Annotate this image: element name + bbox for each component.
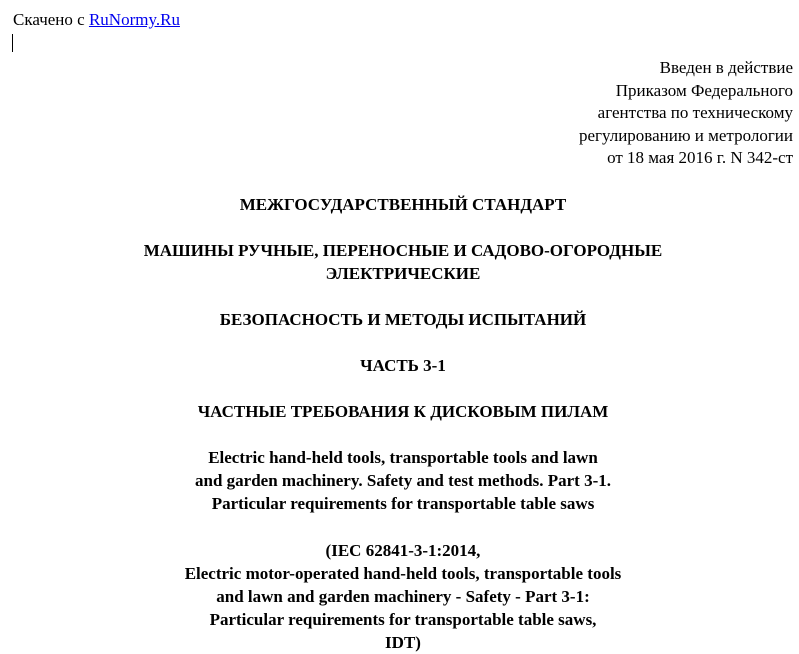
standard-part-text: ЧАСТЬ 3-1 [360,356,446,375]
introduction-block [579,57,793,170]
standard-title-line: ЭЛЕКТРИЧЕСКИЕ [325,264,481,283]
standard-title-heading [0,239,799,285]
introduction-line: от 18 мая 2016 г. N 342-ст [607,148,793,167]
iec-reference-line: and lawn and garden machinery - Safety - Part 3-1: [216,587,590,606]
standard-subtitle-text: БЕЗОПАСНОСТЬ И МЕТОДЫ ИСПЫТАНИЙ [219,310,587,329]
standard-part-heading [0,354,799,377]
standard-type-heading [0,193,799,216]
english-title-block [0,446,799,515]
source-line [13,9,180,31]
iec-reference-line: IDT) [385,633,421,652]
english-title-line: Particular requirements for transportable table saws [211,494,595,513]
iec-reference-line: Electric motor-operated hand-held tools, transportable tools [184,564,622,583]
text-cursor [12,34,13,52]
standard-type-text: МЕЖГОСУДАРСТВЕННЫЙ СТАНДАРТ [239,195,567,214]
standard-title-line: МАШИНЫ РУЧНЫЕ, ПЕРЕНОСНЫЕ И САДОВО-ОГОРОДНЫЕ [143,241,663,260]
particular-requirements-heading [0,400,799,423]
introduction-line: регулированию и метрологии [578,125,793,145]
runormy-link[interactable]: RuNormy.Ru [88,10,180,29]
english-title-line: and garden machinery. Safety and test methods. Part 3-1. [194,471,611,490]
iec-reference-line: (IEC 62841-3-1:2014, [325,541,481,560]
introduction-line: агентства по техническому [597,103,793,122]
particular-requirements-text: ЧАСТНЫЕ ТРЕБОВАНИЯ К ДИСКОВЫМ ПИЛАМ [197,402,609,421]
iec-reference-line: Particular requirements for transportable table saws, [209,610,597,629]
downloaded-from-label: Скачено с [13,10,85,29]
english-title-line: Electric hand-held tools, transportable tools and lawn [208,448,598,467]
introduction-line: Введен в действие [659,58,793,77]
introduction-line: Приказом Федерального [615,80,793,100]
iec-reference-block [0,539,799,654]
standard-subtitle-heading [0,308,799,331]
